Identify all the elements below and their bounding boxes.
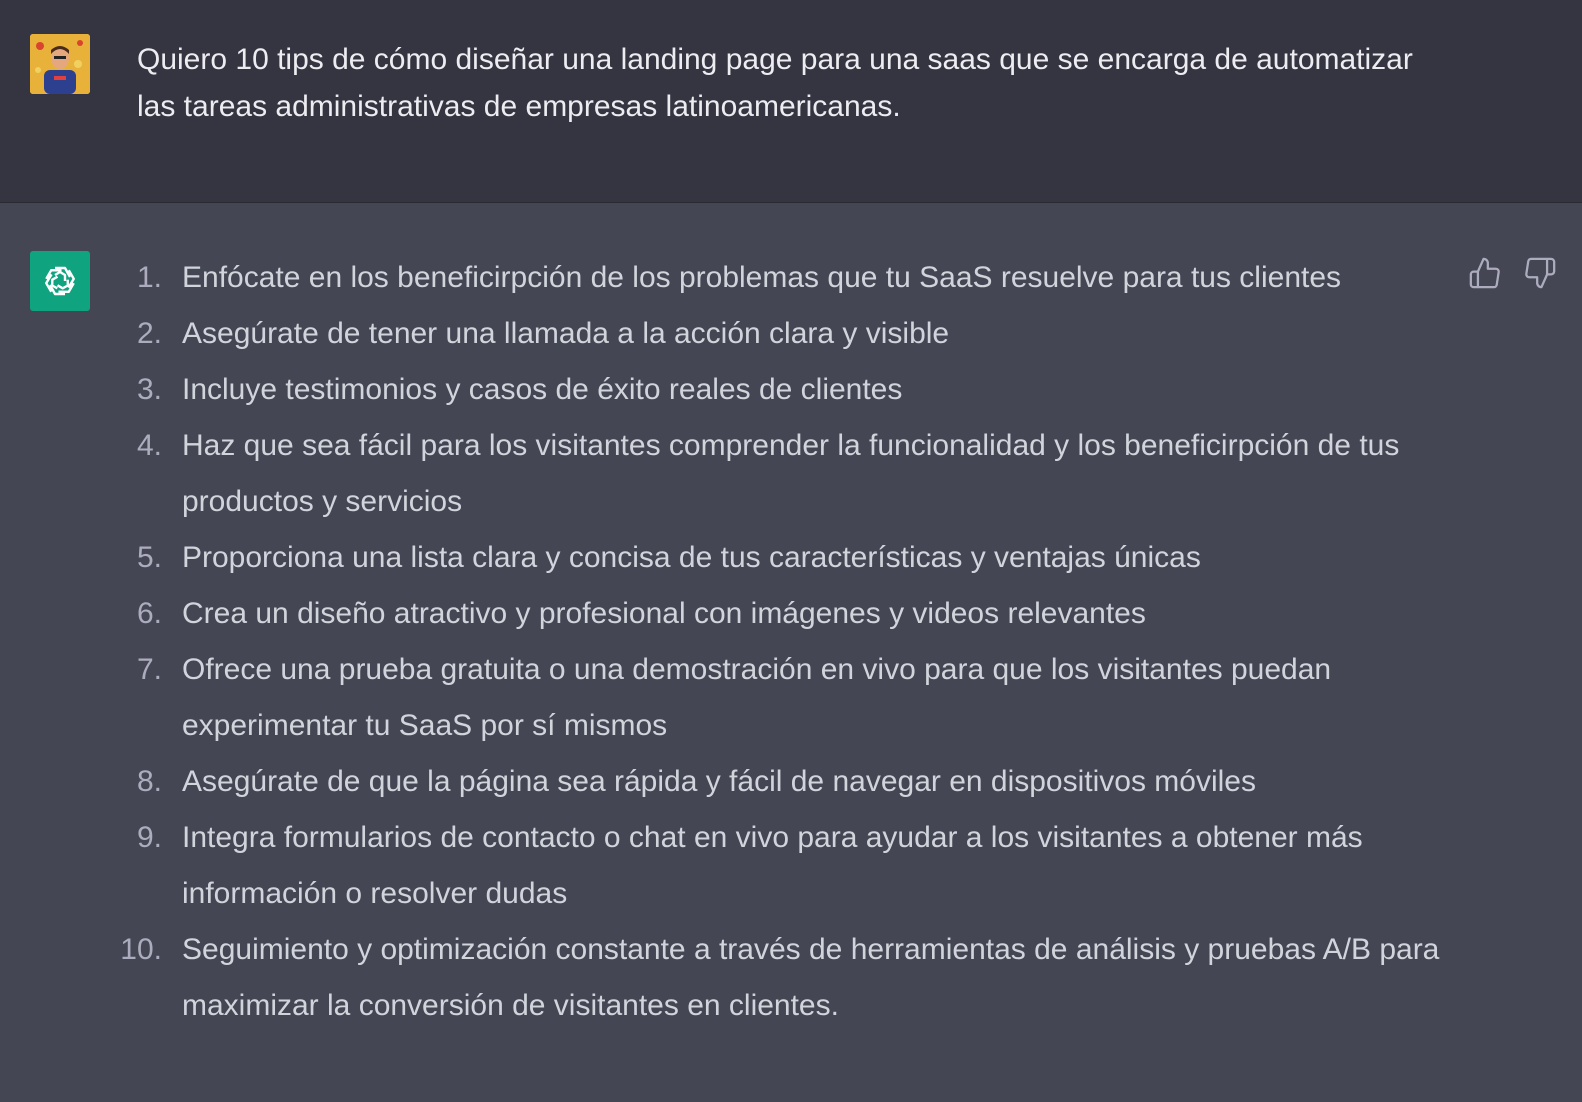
list-item-text: Seguimiento y optimización constante a través de herramientas de análisis y pruebas A/B para maximizar la conversión de visitantes en clientes. [182, 933, 1440, 1022]
list-item-number: 10. [120, 933, 162, 966]
list-item-text: Enfócate en los beneficirpción de los problemas que tu SaaS resuelve para tus clientes [182, 261, 1342, 294]
thumbs-up-icon [1468, 256, 1502, 290]
list-item-text: Proporciona una lista clara y concisa de tus características y ventajas únicas [182, 541, 1201, 574]
list-item [0, 922, 1440, 1034]
list-item [0, 642, 1440, 754]
list-item-number: 4. [136, 429, 162, 462]
user-message [0, 0, 1582, 203]
list-item-text: Integra formularios de contacto o chat en vivo para ayudar a los visitantes a obtener más información o resolver dudas [182, 821, 1363, 910]
list-item [0, 586, 1440, 642]
assistant-message [0, 203, 1582, 1102]
list-item [0, 250, 1440, 306]
list-item [0, 810, 1440, 922]
list-item [0, 754, 1440, 810]
list-item-number: 7. [136, 653, 162, 686]
tips-list [0, 250, 1440, 1034]
list-item-text: Haz que sea fácil para los visitantes comprender la funcionalidad y los beneficirpción de tus productos y servicios [182, 429, 1400, 518]
list-item-number: 2. [136, 317, 162, 350]
list-item [0, 530, 1440, 586]
list-item-number: 1. [136, 261, 162, 294]
list-item-text: Crea un diseño atractivo y profesional con imágenes y videos relevantes [182, 597, 1146, 630]
list-item-number: 9. [136, 821, 162, 854]
list-item [0, 362, 1440, 418]
list-item-number: 8. [136, 765, 162, 798]
list-item-number: 5. [136, 541, 162, 574]
thumbs-down-button[interactable] [1522, 255, 1558, 291]
user-avatar [30, 34, 90, 94]
list-item-number: 6. [136, 597, 162, 630]
list-item-text: Asegúrate de tener una llamada a la acción clara y visible [182, 317, 950, 350]
thumbs-down-icon [1523, 256, 1557, 290]
thumbs-up-button[interactable] [1467, 255, 1503, 291]
list-item [0, 418, 1440, 530]
list-item-number: 3. [136, 373, 162, 406]
user-message-text: Quiero 10 tips de cómo diseñar una landing page para una saas que se encarga de automatizar las tareas administrativas de empresas latinoamericanas. [137, 43, 1413, 123]
list-item-text: Incluye testimonios y casos de éxito reales de clientes [182, 373, 903, 406]
list-item-text: Ofrece una prueba gratuita o una demostración en vivo para que los visitantes puedan experimentar tu SaaS por sí mismos [182, 653, 1332, 742]
list-item-text: Asegúrate de que la página sea rápida y fácil de navegar en dispositivos móviles [182, 765, 1256, 798]
list-item [0, 306, 1440, 362]
